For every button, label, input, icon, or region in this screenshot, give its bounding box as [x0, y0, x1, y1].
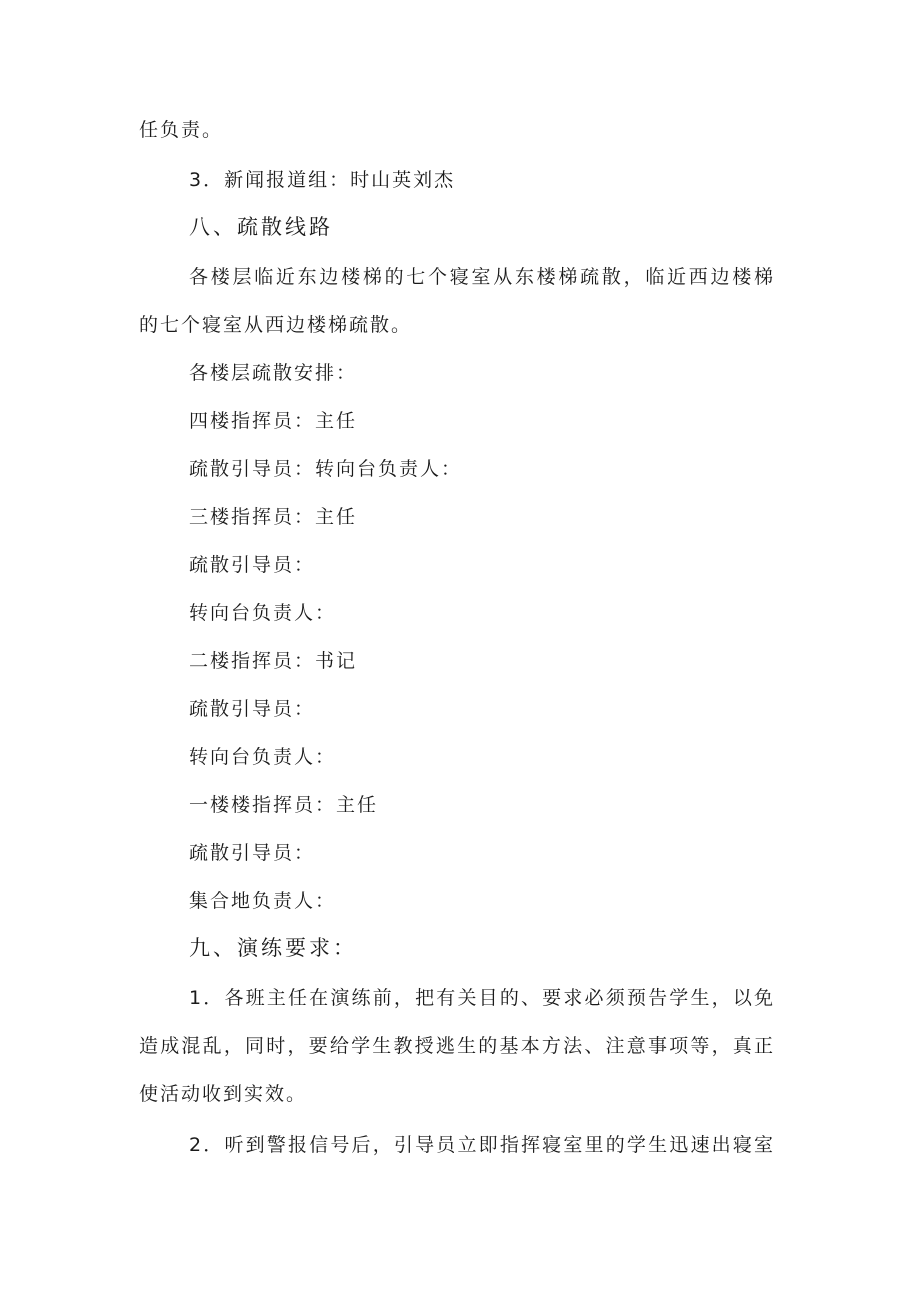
list-item-assembly-lead: 集合地负责人： — [189, 890, 337, 912]
item-news-team: 3．新闻报道组：时山英刘杰 — [189, 169, 456, 191]
list-item-3f-turn-point: 转向台负责人： — [189, 602, 337, 624]
list-label-floor-arrangement: 各楼层疏散安排： — [189, 362, 358, 384]
list-item-2f-commander: 二楼指挥员：书记 — [189, 650, 358, 672]
list-item-3f-guide: 疏散引导员： — [189, 554, 316, 576]
list-item-3f-commander: 三楼指挥员：主任 — [189, 506, 358, 528]
section-heading-evacuation-route: 八、疏散线路 — [189, 215, 333, 239]
paragraph-line: 各楼层临近东边楼梯的七个寝室从东楼梯疏散，临近西边楼梯 — [189, 266, 774, 288]
paragraph-line: 2．听到警报信号后，引导员立即指挥寝室里的学生迅速出寝室 — [189, 1134, 774, 1156]
list-item-2f-guide: 疏散引导员： — [189, 698, 316, 720]
text-line-continuation: 任负责。 — [139, 119, 224, 141]
list-item-1f-commander: 一楼楼指挥员：主任 — [189, 794, 379, 816]
paragraph-line: 造成混乱，同时，要给学生教授逃生的基本方法、注意事项等，真正 — [139, 1035, 774, 1057]
list-item-2f-turn-point: 转向台负责人： — [189, 746, 337, 768]
list-item-1f-guide: 疏散引导员： — [189, 842, 316, 864]
paragraph-line: 使活动收到实效。 — [139, 1083, 308, 1105]
paragraph-line: 1．各班主任在演练前，把有关目的、要求必须预告学生，以免 — [189, 987, 774, 1009]
list-item-4f-guide: 疏散引导员：转向台负责人： — [189, 458, 463, 480]
paragraph-line: 的七个寝室从西边楼梯疏散。 — [139, 314, 413, 336]
section-heading-drill-requirements: 九、演练要求： — [189, 936, 357, 960]
list-item-4f-commander: 四楼指挥员：主任 — [189, 410, 358, 432]
